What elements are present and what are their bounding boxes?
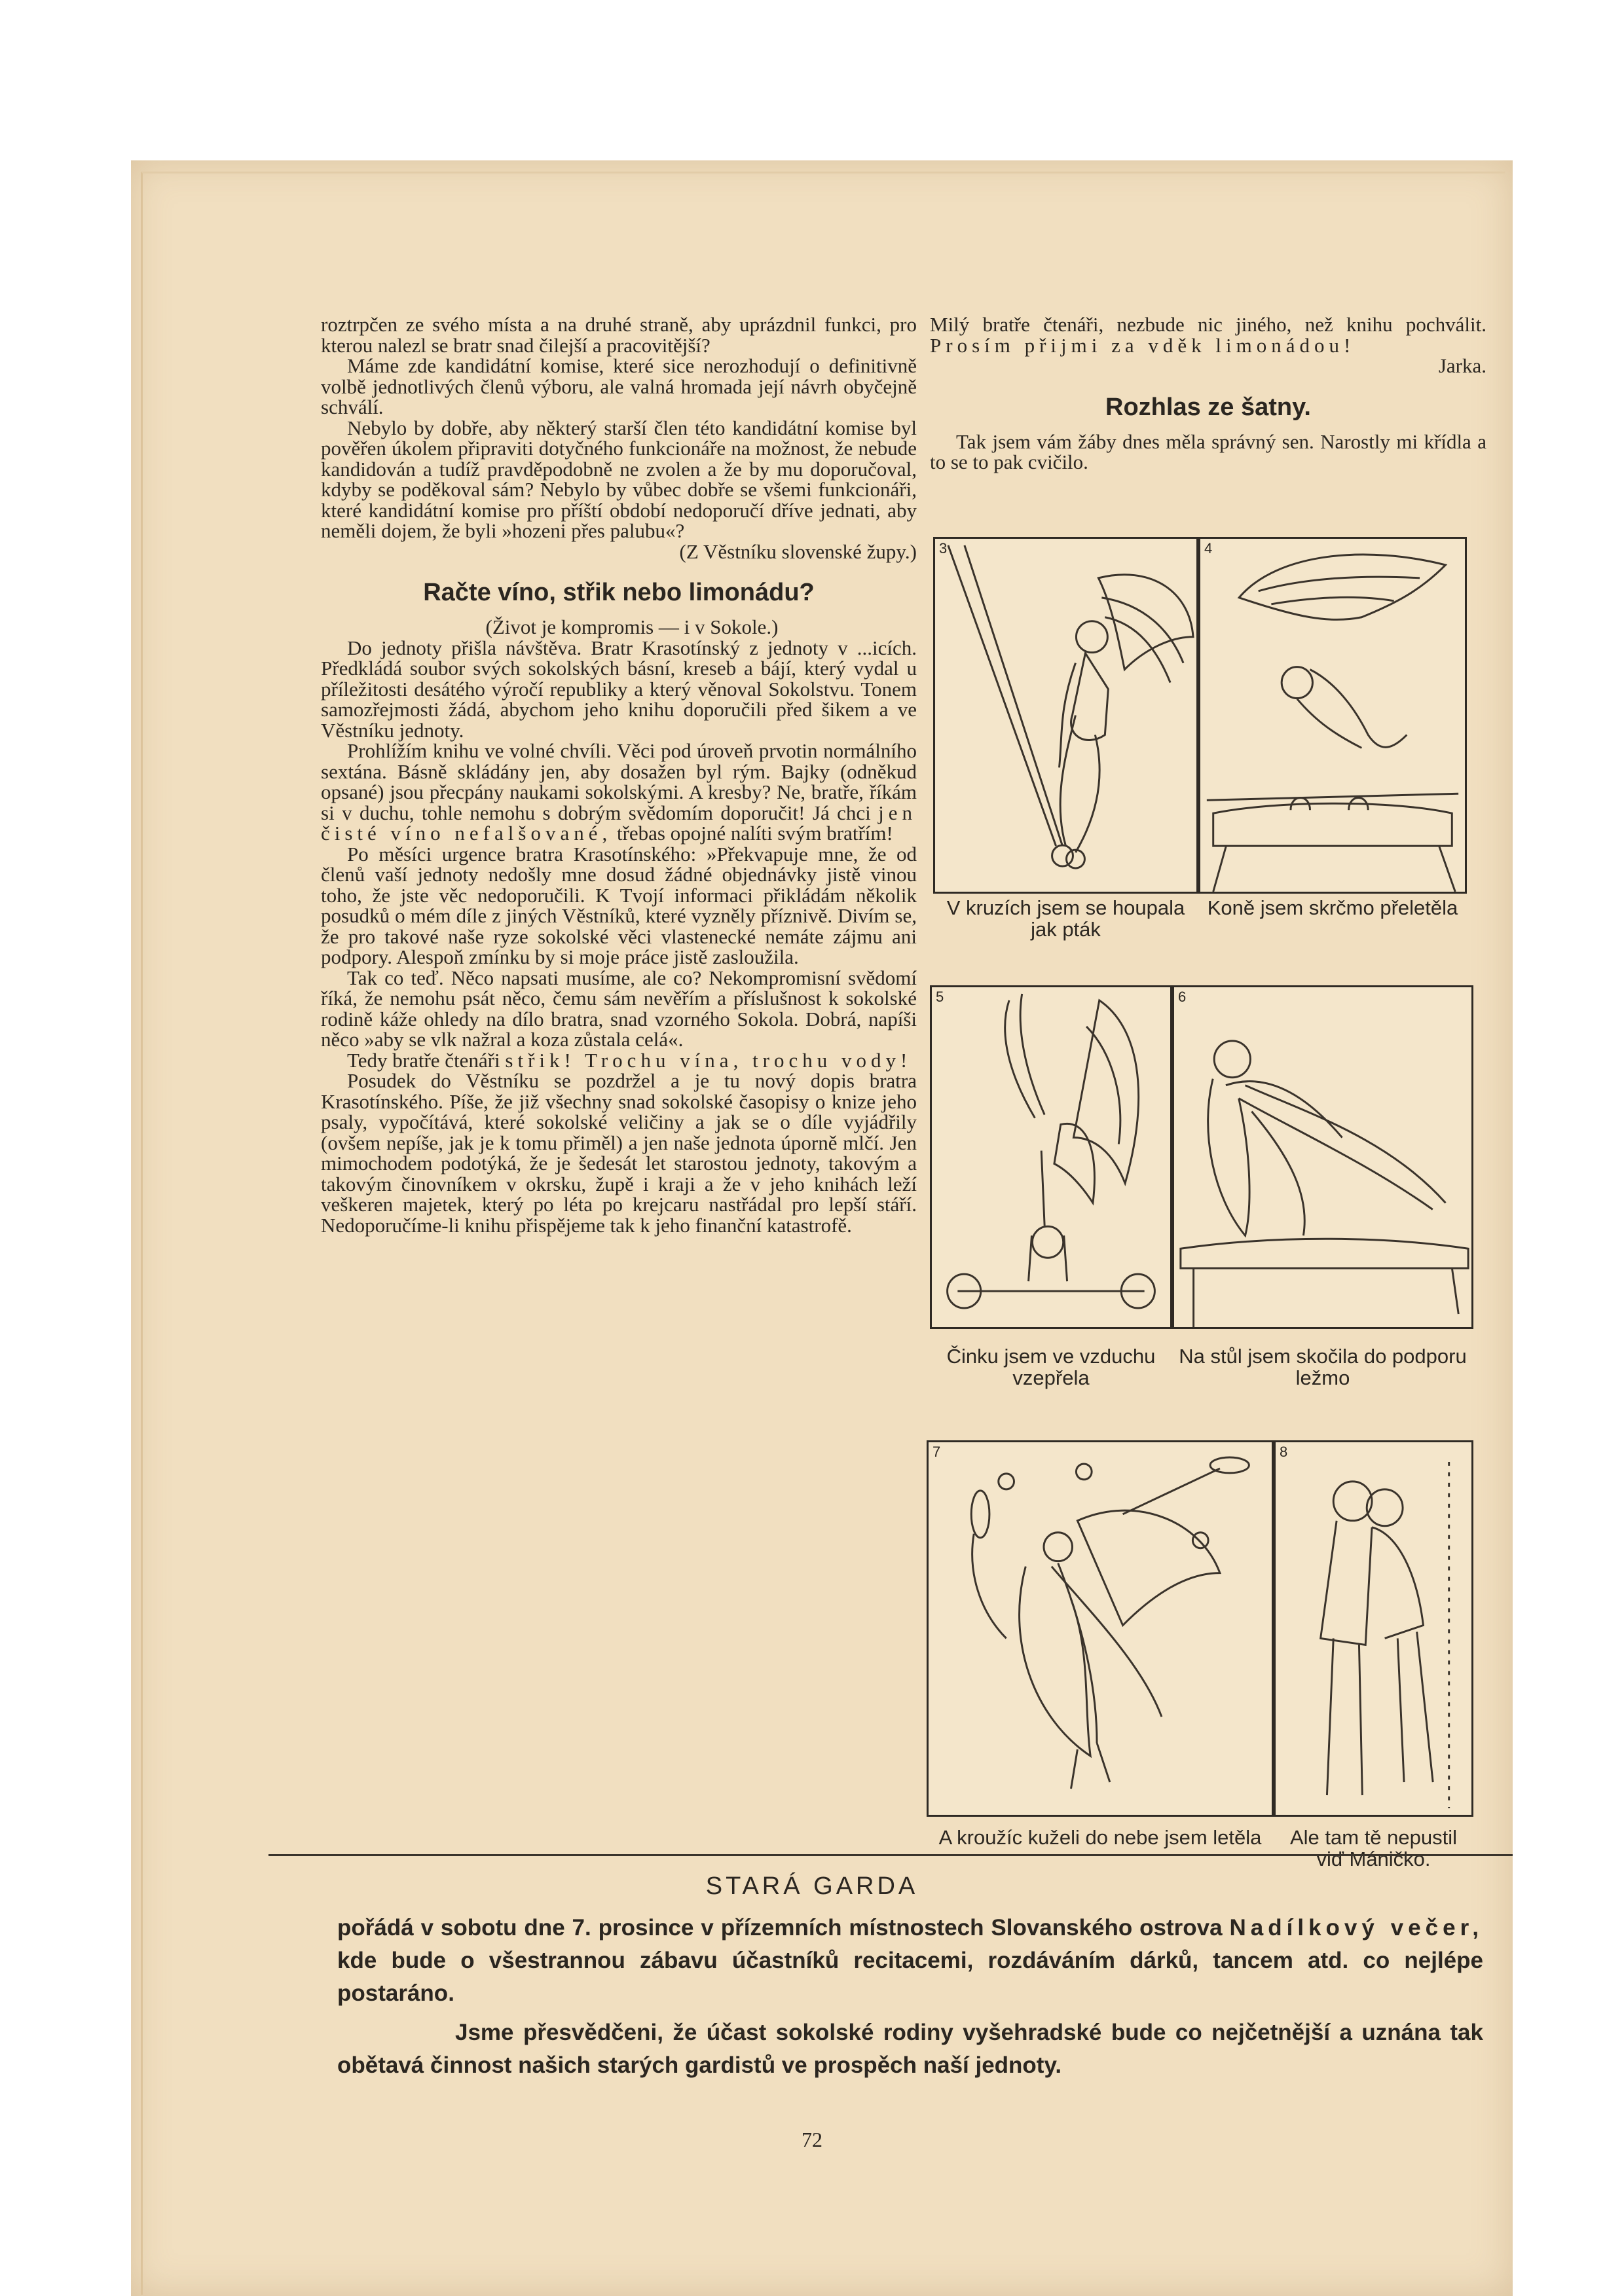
- illustration-panel-3: [933, 537, 1198, 894]
- paragraph: [337, 1912, 1483, 2010]
- signature: Jarka.: [1438, 354, 1486, 377]
- paragraph: Máme zde kandidátní komise, které sice nerozhodují o definitivně volbě jednotlivých členů výboru, ale valná hromada její návrh obyčejně schválí.: [321, 354, 917, 418]
- illustration-panel-4: [1198, 537, 1467, 894]
- left-column: [321, 314, 917, 1235]
- winged-gymnast-clubs-drawing: [929, 1442, 1272, 1815]
- text-run: Prohlížím knihu ve volné chvíli. Věci pod úroveň prvotin normálního sextána. Básně skládány jen, aby dosažen byl rým. Bajky (odněkud opsané) jsou přecpány naukami sokolskými. A kresby? Ne, bratře, říkám si v duchu, tohle nemohu s dobrým svědomím doporučit! Já chci: [321, 739, 917, 824]
- panel-caption: Činku jsem ve vzduchu vzepřela: [946, 1345, 1156, 1389]
- text-run: pořádá v sobotu dne 7. prosince v přízemních místnostech Slovanského ostrova: [337, 1915, 1223, 1941]
- paragraph: Po měsíci urgence bratra Krasotínského: »Překvapuje mne, že od členů vaší jednoty nedošly mne dosud žádné objednávky jistě vinou toho, že jste věc nedoporučili. K Tvojí informaci přikládám několik posudků o mém díle z jiných Věstníků, které vyzněly příznivě. Divím se, že pro takové naše ryze sokolské věci vlastenecké nemáte zájmu ani podpory. Alespoň zmínku by si moje práce jistě zasloužila.: [321, 842, 917, 968]
- panel-caption: Na stůl jsem skočila do podporu ležmo: [1179, 1345, 1467, 1389]
- article-heading: Račte víno, střik nebo limonádu?: [423, 579, 815, 606]
- panel-number: 3: [939, 540, 948, 556]
- illustration-panel-6: [1172, 985, 1473, 1329]
- winged-gymnast-rings-drawing: [935, 539, 1196, 892]
- panel-number: 4: [1204, 540, 1213, 556]
- section-heading: Rozhlas ze šatny.: [1105, 393, 1311, 421]
- spaced-text: Nadílkový večer,: [1229, 1915, 1483, 1941]
- paragraph: Nebylo by dobře, aby některý starší člen této kandidátní komise byl pověřen úkolem připraviti dotyčného funkcionáře na možnost, že nebude kandidován a tudíž pravděpodobně ne zvolen a že by mu doporučoval, kdyby se poděkoval sám? Nebylo by vůbec dobře se všemi funkcionáři, které kandidátní komise pro příští období nedoporučí dříve jednati, aby neměli dojem, že byli »hozeni přes palubu«?: [321, 416, 917, 542]
- illustration-panel-5: [930, 985, 1172, 1329]
- text-run: Milý bratře čtenáři, nezbude nic jiného, než knihu pochválit.: [930, 313, 1486, 336]
- panel-caption: Koně jsem skrčmo přeletěla: [1207, 896, 1458, 919]
- paragraph: Tak jsem vám žáby dnes měla správný sen. Narostly mi křídla a to se to pak cvičilo.: [930, 429, 1486, 473]
- winged-gymnast-horse-drawing: [1200, 539, 1465, 892]
- paragraph: [930, 314, 1486, 355]
- winged-gymnast-table-drawing: [1174, 987, 1471, 1327]
- paragraph: Tak co teď. Něco napsati musíme, ale co? Nekompromisní svědomí říká, že nemohu psát něco, čemu sám nevěřím a příslušnost k sokolské rodině káže ohledy na dílo bratra, snad vzorného Sokola. Dobrá, napíši něco »aby se vlk nažral a koza zůstala celá«.: [321, 966, 917, 1051]
- panel-number: 7: [932, 1444, 941, 1460]
- page-number: 72: [802, 2128, 822, 2151]
- illustration-panel-8: [1274, 1440, 1473, 1817]
- paragraph: [321, 1050, 917, 1071]
- text-run: Tedy bratře čtenáři: [347, 1048, 500, 1072]
- paragraph: Do jednoty přišla návštěva. Bratr Krasotínský z jednoty v ...icích. Předkládá soubor svých sokolských básní, kreseb a bájí, který vydal u příležitosti desátého výročí republiky a který věnoval Sokolstvu. Tonem samozřejmosti žádá, abychom jeho knihu doporučili před šikem a ve Věstníku jednoty.: [321, 636, 917, 742]
- paragraph: [321, 740, 917, 844]
- panel-number: 6: [1178, 989, 1187, 1005]
- source-note: (Z Věstníku slovenské župy.): [679, 539, 917, 563]
- winged-gymnast-barbell-drawing: [932, 987, 1170, 1327]
- announcement-title: STARÁ GARDA: [705, 1872, 919, 1900]
- paragraph: roztrpčen ze svého místa a na druhé straně, aby uprázdnil funkci, pro kterou nalezl se bratr snad čilejší a pracovitější?: [321, 313, 917, 357]
- spaced-text: Prosím přijmi za vděk limonádou!: [930, 333, 1356, 357]
- panel-caption: Ale tam tě nepustil viď Máničko.: [1289, 1826, 1458, 1870]
- paragraph: Jsme přesvědčeni, že účast sokolské rodiny vyšehradské bude co nejčetnější a uznána tak obětavá činnost našich starých gardistů ve prospěch naší jednoty.: [337, 2020, 1483, 2078]
- right-column: [930, 314, 1486, 473]
- spaced-text: střik! Trochu vína, trochu vody!: [505, 1048, 912, 1072]
- spaced-text: jen čisté víno nefalšované,: [321, 801, 917, 845]
- panel-caption: V kruzích jsem se houpala jak pták: [946, 896, 1185, 941]
- text-run: kde bude o všestrannou zábavu účastníků recitacemi, rozdáváním dárků, tancem atd. co nejlépe postaráno.: [337, 1948, 1483, 2006]
- panel-number: 8: [1280, 1444, 1288, 1460]
- text-run: třebas opojné nalíti svým bratřím!: [616, 822, 893, 845]
- panel-caption: A kroužíc kuželi do nebe jsem letěla: [938, 1826, 1262, 1849]
- couple-drawing: [1276, 1442, 1471, 1815]
- announcement-body: [337, 1912, 1483, 2082]
- paragraph: Posudek do Věstníku se pozdržel a je tu nový dopis bratra Krasotínského. Píše, že již všechny snad sokolské časopisy o knize jeho psaly, vypočítává, které sokolské veličiny a jak se o díle vyjádřily (ovšem nepíše, jak je k tomu přiměl) a jen naše jednota úporně mlčí. Jen mimochodem podotýká, že je šedesát let starostou jednoty, takovým a takovým činovníkem v okrsku, župě i kraji a že v jeho knihách leží veškeren majetek, který po léta po krejcaru nastřádal pro lepší stáří. Nedoporučíme-li knihu přispějeme tak k jeho finanční katastrofě.: [321, 1069, 917, 1237]
- panel-number: 5: [936, 989, 944, 1005]
- divider-rule: [268, 1854, 1513, 1856]
- illustration-panel-7: [927, 1440, 1274, 1817]
- article-subheading: (Život je kompromis — i v Sokole.): [485, 615, 779, 638]
